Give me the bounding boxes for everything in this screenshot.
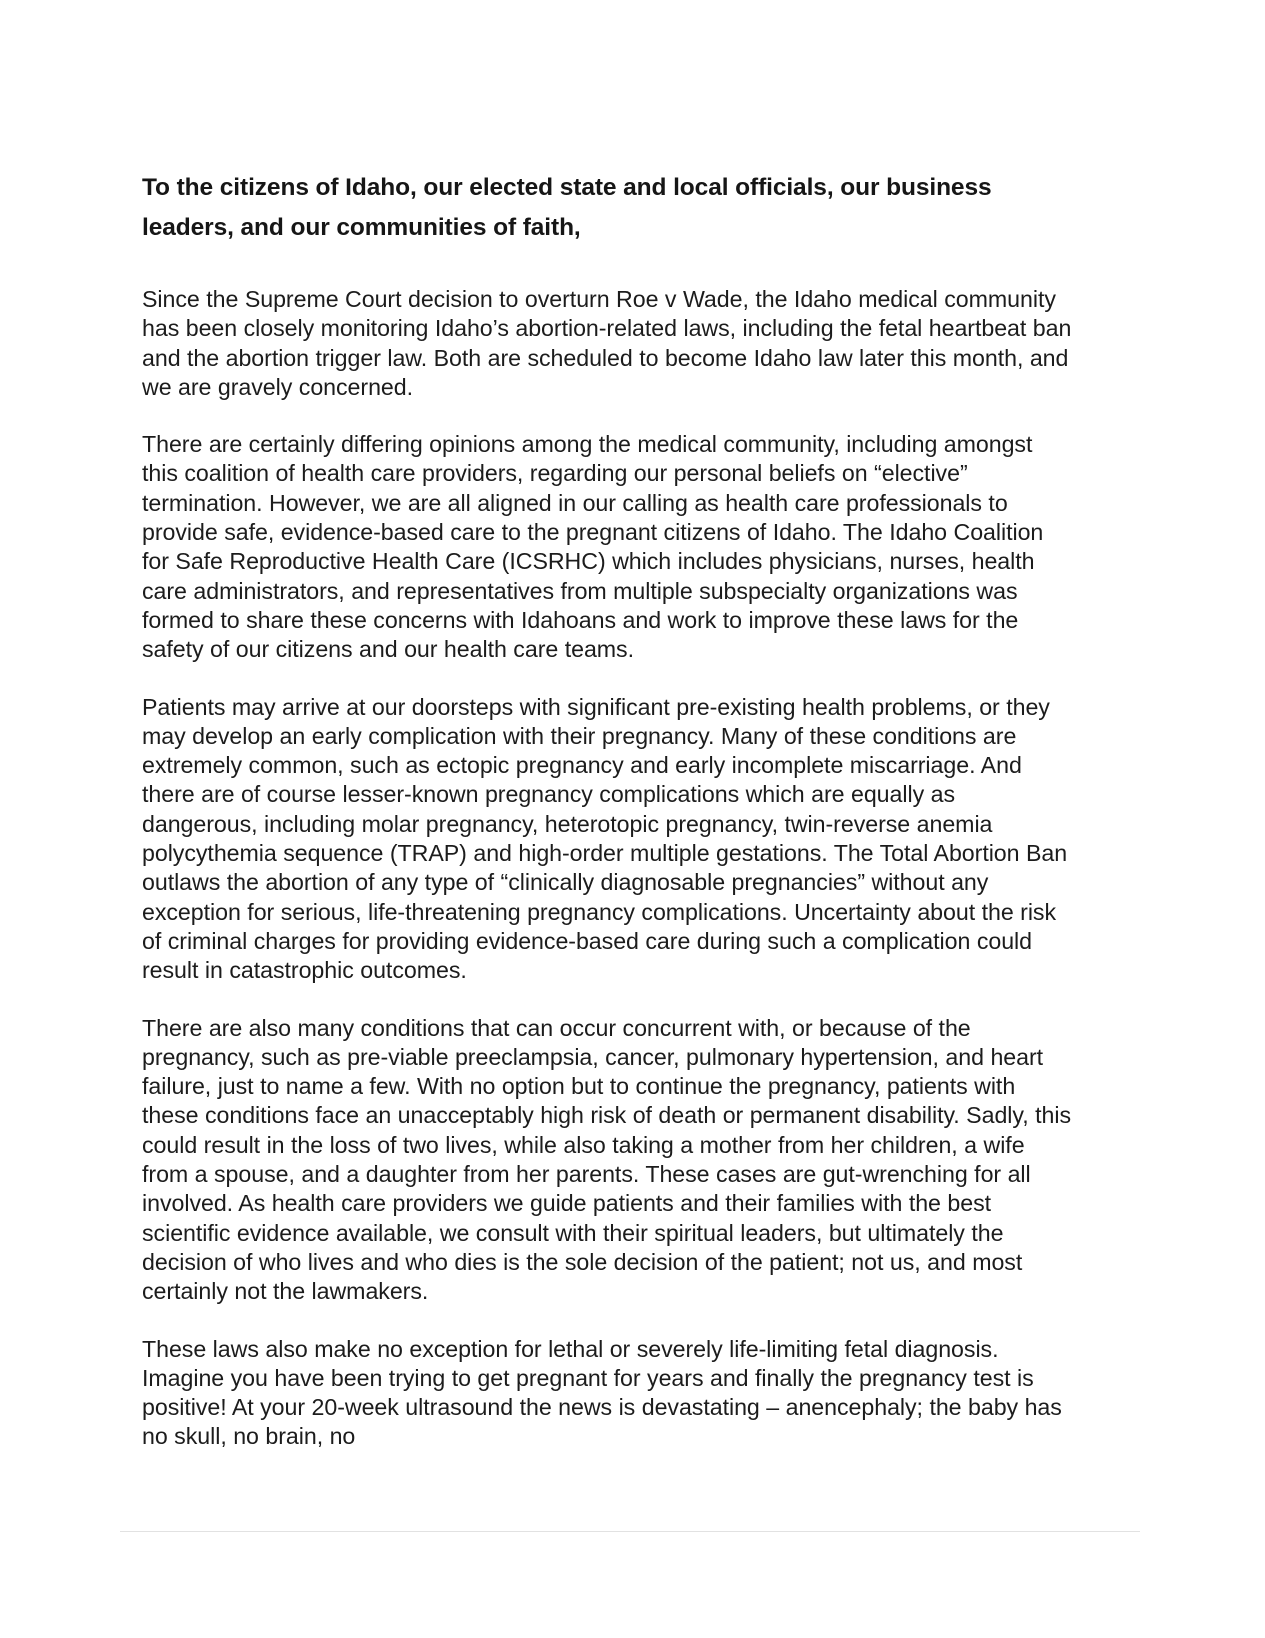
paragraph-stack: [142, 285, 1074, 1452]
body-paragraph-4: There are also many conditions that can occur concurrent with, or because of the pregnancy, such as pre-viable preeclampsia, cancer, pulmonary hypertension, and heart failure, just to name a few. With no option but to continue the pregnancy, patients with these conditions face an unacceptably high risk of death or permanent disability. Sadly, this could result in the loss of two lives, while also taking a mother from her children, a wife from a spouse, and a daughter from her parents. These cases are gut-wrenching for all involved. As health care providers we guide patients and their families with the best scientific evidence available, we consult with their spiritual leaders, but ultimately the decision of who lives and who dies is the sole decision of the patient; not us, and most certainly not the lawmakers.: [142, 1014, 1071, 1305]
footer-divider: [120, 1531, 1140, 1532]
body-paragraph-3: Patients may arrive at our doorsteps with significant pre-existing health problems, or they may develop an early complication with their pregnancy. Many of these conditions are extremely common, such as ectopic pregnancy and early incomplete miscarriage. And there are of course lesser-known pregnancy complications which are equally as dangerous, including molar pregnancy, heterotopic pregnancy, twin-reverse anemia polycythemia sequence (TRAP) and high-order multiple gestations. The Total Abortion Ban outlaws the abortion of any type of “clinically diagnosable pregnancies” without any exception for serious, life-threatening pregnancy complications. Uncertainty about the risk of criminal charges for providing evidence-based care during such a complication could result in catastrophic outcomes.: [142, 693, 1068, 984]
letter-heading: To the citizens of Idaho, our elected state and local officials, our business leaders, and our communities of faith,: [142, 174, 992, 241]
body-paragraph-2: There are certainly differing opinions among the medical community, including amongst this coalition of health care providers, regarding our personal beliefs on “elective” termination. However, we are all aligned in our calling as health care professionals to provide safe, evidence-based care to the pregnant citizens of Idaho. The Idaho Coalition for Safe Reproductive Health Care (ICSRHC) which includes physicians, nurses, health care administrators, and representatives from multiple subspecialty organizations was formed to share these concerns with Idahoans and work to improve these laws for the safety of our citizens and our health care teams.: [142, 431, 1044, 663]
body-paragraph-1: Since the Supreme Court decision to overturn Roe v Wade, the Idaho medical community has been closely monitoring Idaho’s abortion-related laws, including the fetal heartbeat ban and the abortion trigger law. Both are scheduled to become Idaho law later this month, and we are gravely concerned.: [142, 286, 1072, 400]
document-body: [142, 168, 1074, 1452]
body-paragraph-5: These laws also make no exception for lethal or severely life-limiting fetal diagnosis. Imagine you have been trying to get pregnant for years and finally the pregnancy test is positive! At your 20-week ultrasound the news is devastating – anencephaly; the baby has no skull, no brain, no: [142, 1335, 1062, 1450]
